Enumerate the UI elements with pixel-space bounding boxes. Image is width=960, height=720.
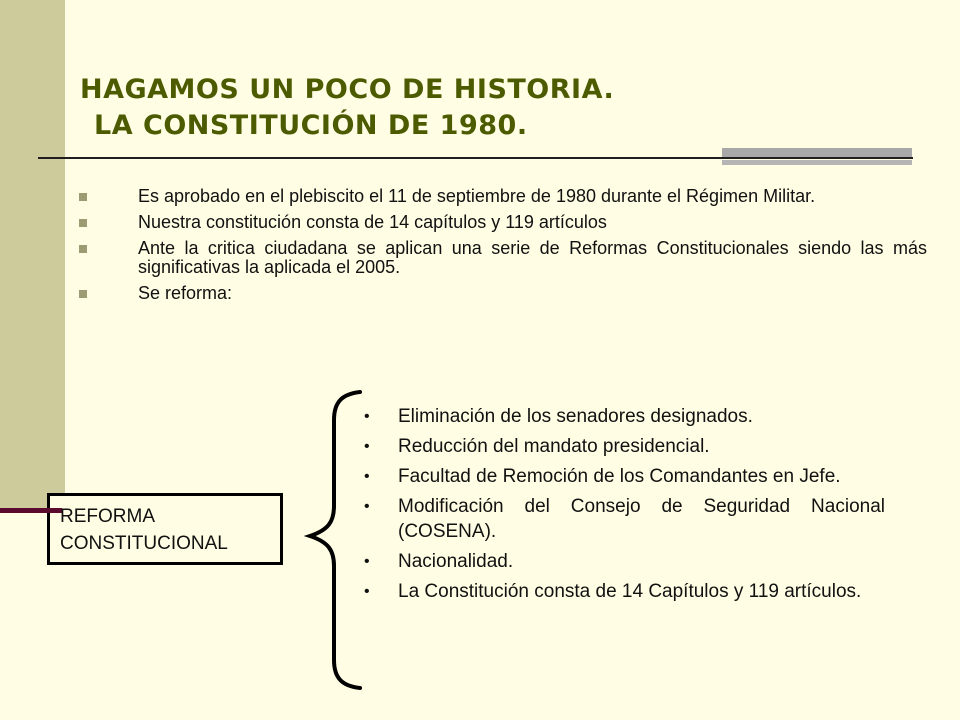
curly-brace-icon [300, 388, 370, 693]
bullet-dot-icon: • [364, 408, 370, 425]
reform-item-text: Reducción del mandato presidencial. [398, 436, 710, 457]
reform-item [363, 579, 885, 604]
reform-item-text: Modificación del Consejo de Seguridad Nacional (COSENA). [398, 496, 885, 542]
reform-item [363, 549, 885, 574]
title-rule-accent-shadow [722, 160, 912, 165]
bullet-dot-icon: • [364, 438, 370, 455]
bullet-text: Es aprobado en el plebiscito el 11 de septiembre de 1980 durante el Régimen Militar. [138, 186, 816, 206]
bullet-item [75, 187, 927, 206]
title-rule [38, 157, 913, 159]
bullet-dot-icon: • [364, 468, 370, 485]
reform-item-text: Facultad de Remoción de los Comandantes en Jefe. [398, 466, 841, 487]
slide-title [80, 72, 614, 144]
reform-item [363, 404, 885, 429]
bullet-item [75, 239, 927, 277]
bullet-text: Ante la critica ciudadana se aplican una serie de Reformas Constitucionales siendo las más significativas la aplicada el 2005. [138, 238, 927, 277]
decorative-sidebar [0, 0, 65, 510]
title-line-2: LA CONSTITUCIÓN DE 1980. [94, 110, 528, 141]
bullet-item [75, 213, 927, 232]
title-line-1: HAGAMOS UN POCO DE HISTORIA. [80, 74, 615, 105]
reform-list [363, 404, 885, 609]
square-bullet-icon [79, 193, 87, 201]
bullet-item [75, 284, 927, 303]
reform-label [60, 503, 228, 557]
bullet-dot-icon: • [364, 498, 370, 515]
reform-label-line-1: REFORMA [60, 506, 155, 527]
reform-item-text: La Constitución consta de 14 Capítulos y 119 artículos. [398, 581, 862, 602]
bullet-dot-icon: • [364, 553, 370, 570]
square-bullet-icon [79, 290, 87, 298]
reform-label-line-2: CONSTITUCIONAL [60, 533, 228, 554]
reform-item [363, 494, 885, 544]
bullet-text: Se reforma: [138, 283, 233, 303]
reform-item-text: Eliminación de los senadores designados. [398, 406, 753, 427]
bullet-dot-icon: • [364, 583, 370, 600]
reform-item [363, 434, 885, 459]
main-bullet-list [75, 187, 927, 310]
bullet-text: Nuestra constitución consta de 14 capítulos y 119 artículos [138, 212, 607, 232]
square-bullet-icon [79, 219, 87, 227]
decorative-accent-line [0, 508, 62, 513]
reform-item [363, 464, 885, 489]
reform-item-text: Nacionalidad. [398, 551, 514, 572]
square-bullet-icon [79, 245, 87, 253]
